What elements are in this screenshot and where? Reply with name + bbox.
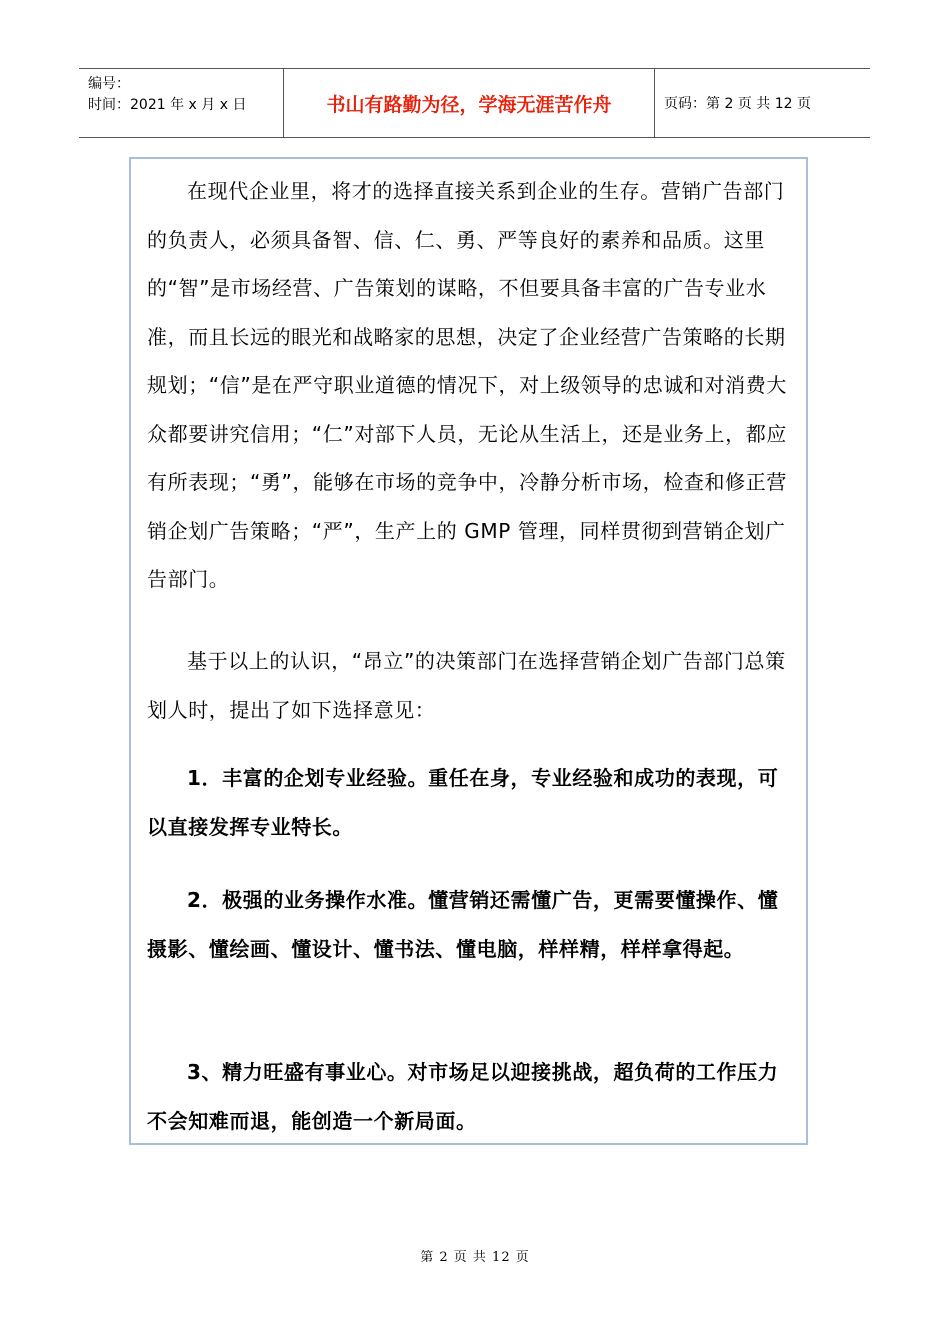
paragraph-intro: 在现代企业里，将才的选择直接关系到企业的生存。营销广告部门的负责人，必须具备智、信、仁、勇、严等良好的素养和品质。这里的“智”是市场经营、广告策划的谋略，不但要具备丰富的广告专业水准，而且长远的眼光和战略家的思想，决定了企业经营广告策略的长期规划；“信”是在严守职业道德的情况下，对上级领导的忠诚和对消费大众都要讲究信用；“仁”对部下人员，无论从生活上，还是业务上，都应有所表现；“勇”，能够在市场的竞争中，冷静分析市场，检查和修正营销企划广告策略；“严”，生产上的 GMP 管理，同样贯彻到营销企划广告部门。 (147, 179, 787, 591)
paragraph-selection: 基于以上的认识，“昂立”的决策部门在选择营销企划广告部门总策划人时，提出了如下选择意见： (147, 649, 786, 722)
header-motto: 书山有路勤为径，学海无涯苦作舟 (283, 69, 655, 137)
paragraph-point-3: 3、精力旺盛有事业心。对市场足以迎接挑战，超负荷的工作压力不会知难而退，能创造一个新局面。 (147, 1060, 779, 1133)
header-page-info: 页码：第 2 页 共 12 页 (664, 96, 811, 112)
content-box (129, 157, 808, 1145)
number-label: 编号： (88, 76, 130, 92)
header-meta (79, 69, 283, 137)
paragraph-point-2: 2．极强的业务操作水准。懂营销还需懂广告，更需要懂操作、懂摄影、懂绘画、懂设计、懂书法、懂电脑，样样精，样样拿得起。 (147, 888, 779, 961)
document-header (79, 68, 870, 138)
page-footer: 第 2 页 共 12 页 (420, 1250, 530, 1265)
time-label: 时间：2021 年 x 月 x 日 (88, 97, 247, 113)
paragraph-point-1: 1．丰富的企划专业经验。重任在身，专业经验和成功的表现，可以直接发挥专业特长。 (147, 766, 779, 839)
